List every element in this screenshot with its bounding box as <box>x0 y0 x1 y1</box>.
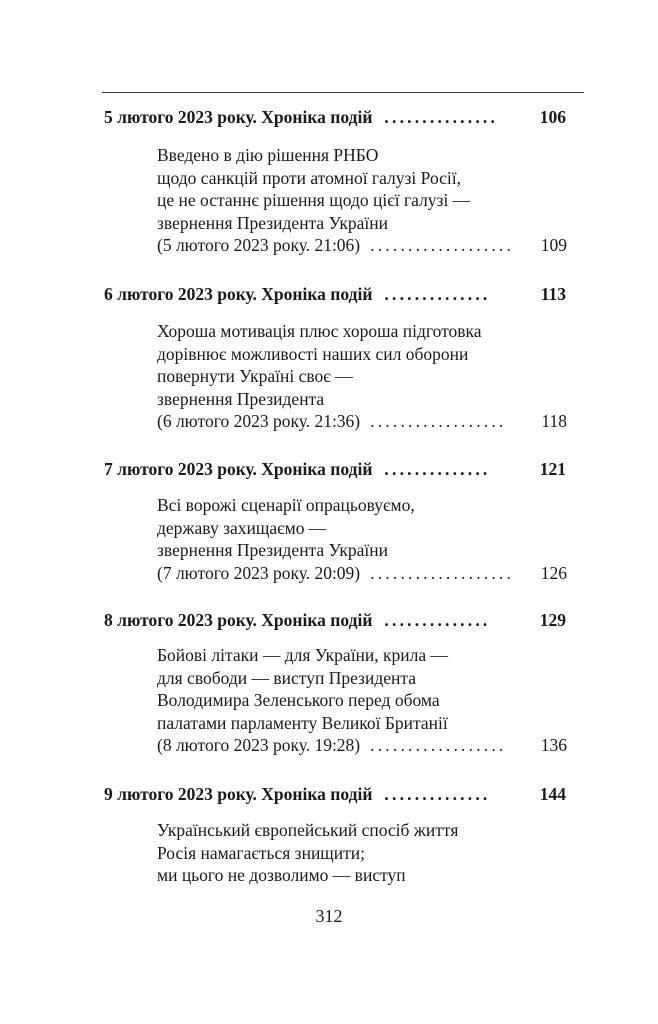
subentry-line: Володимира Зеленського перед обома <box>157 690 440 710</box>
subentry-line: Український європейський спосіб життя <box>157 820 459 840</box>
page-number: 129 <box>539 610 566 630</box>
leader-dots: .............. <box>384 610 491 630</box>
subentry-line: Росія намагається знищити; <box>157 842 366 863</box>
subentry-line: це не останнє рішення щодо цієї галузі — <box>157 190 471 210</box>
subentry-line: ми цього не дозволимо — виступ <box>157 865 406 885</box>
toc-heading <box>104 458 566 480</box>
subentry-line: звернення Президента України <box>157 540 389 560</box>
toc-subentry <box>157 819 567 887</box>
leader-dots: .............. <box>384 284 491 304</box>
subentry-line: щодо санкцій проти атомної галузі Росії, <box>157 167 462 188</box>
toc-heading-title: 8 лютого 2023 року. Хроніка подій <box>104 610 373 630</box>
subentry-line: дорівнює можливості наших сил оборони <box>157 343 469 364</box>
subentry-line: Введено в дію рішення РНБО <box>157 145 379 165</box>
subentry-date: (5 лютого 2023 року. 21:06) <box>157 235 361 255</box>
page-number: 109 <box>540 235 567 255</box>
subentry-last-line <box>157 234 567 257</box>
leader-dots: ................... <box>370 562 515 583</box>
toc-subentry <box>157 144 567 257</box>
leader-dots: .............. <box>384 459 491 479</box>
subentry-date: (8 лютого 2023 року. 19:28) <box>157 735 361 755</box>
page-folio: 312 <box>315 906 343 926</box>
toc-heading <box>104 283 566 305</box>
toc-heading-title: 5 лютого 2023 року. Хроніка подій <box>104 107 373 127</box>
leader-dots: ................... <box>370 235 515 255</box>
page-number: 121 <box>539 459 566 479</box>
subentry-line: Всі ворожі сценарії опрацьовуємо, <box>157 495 415 515</box>
leader-dots: .................. <box>370 411 507 431</box>
subentry-last-line <box>157 562 567 585</box>
subentry-line: повернути Україні своє — <box>157 366 353 386</box>
toc-heading <box>104 783 566 805</box>
subentry-last-line <box>157 410 567 433</box>
subentry-line: звернення Президента України <box>157 212 389 233</box>
subentry-last-line <box>157 734 567 757</box>
toc-subentry <box>157 494 567 584</box>
page-number: 126 <box>540 562 567 583</box>
subentry-line: звернення Президента <box>157 388 325 409</box>
toc-heading-title: 7 лютого 2023 року. Хроніка подій <box>104 459 373 479</box>
subentry-line: Бойові літаки — для України, крила — <box>157 645 449 665</box>
leader-dots: ............... <box>384 107 499 127</box>
toc-heading-title: 6 лютого 2023 року. Хроніка подій <box>104 284 373 304</box>
subentry-line: державу захищаємо — <box>157 517 327 538</box>
page-number: 144 <box>539 784 566 804</box>
toc-subentry <box>157 644 567 757</box>
page-number: 118 <box>541 411 567 431</box>
toc-subentry <box>157 320 567 433</box>
subentry-line: палатами парламенту Великої Британії <box>157 712 448 733</box>
toc-heading-title: 9 лютого 2023 року. Хроніка подій <box>104 784 373 804</box>
subentry-date: (7 лютого 2023 року. 20:09) <box>157 562 361 583</box>
subentry-date: (6 лютого 2023 року. 21:36) <box>157 411 361 431</box>
toc-heading <box>104 106 566 128</box>
subentry-line: Хороша мотивація плюс хороша підготовка <box>157 321 482 341</box>
leader-dots: .............. <box>384 784 491 804</box>
leader-dots: .................. <box>370 735 507 755</box>
page-number: 106 <box>539 107 566 127</box>
subentry-line: для свободи — виступ Президента <box>157 667 417 688</box>
toc-heading <box>104 609 566 631</box>
page-number: 136 <box>540 735 567 755</box>
page-number: 113 <box>540 284 566 304</box>
